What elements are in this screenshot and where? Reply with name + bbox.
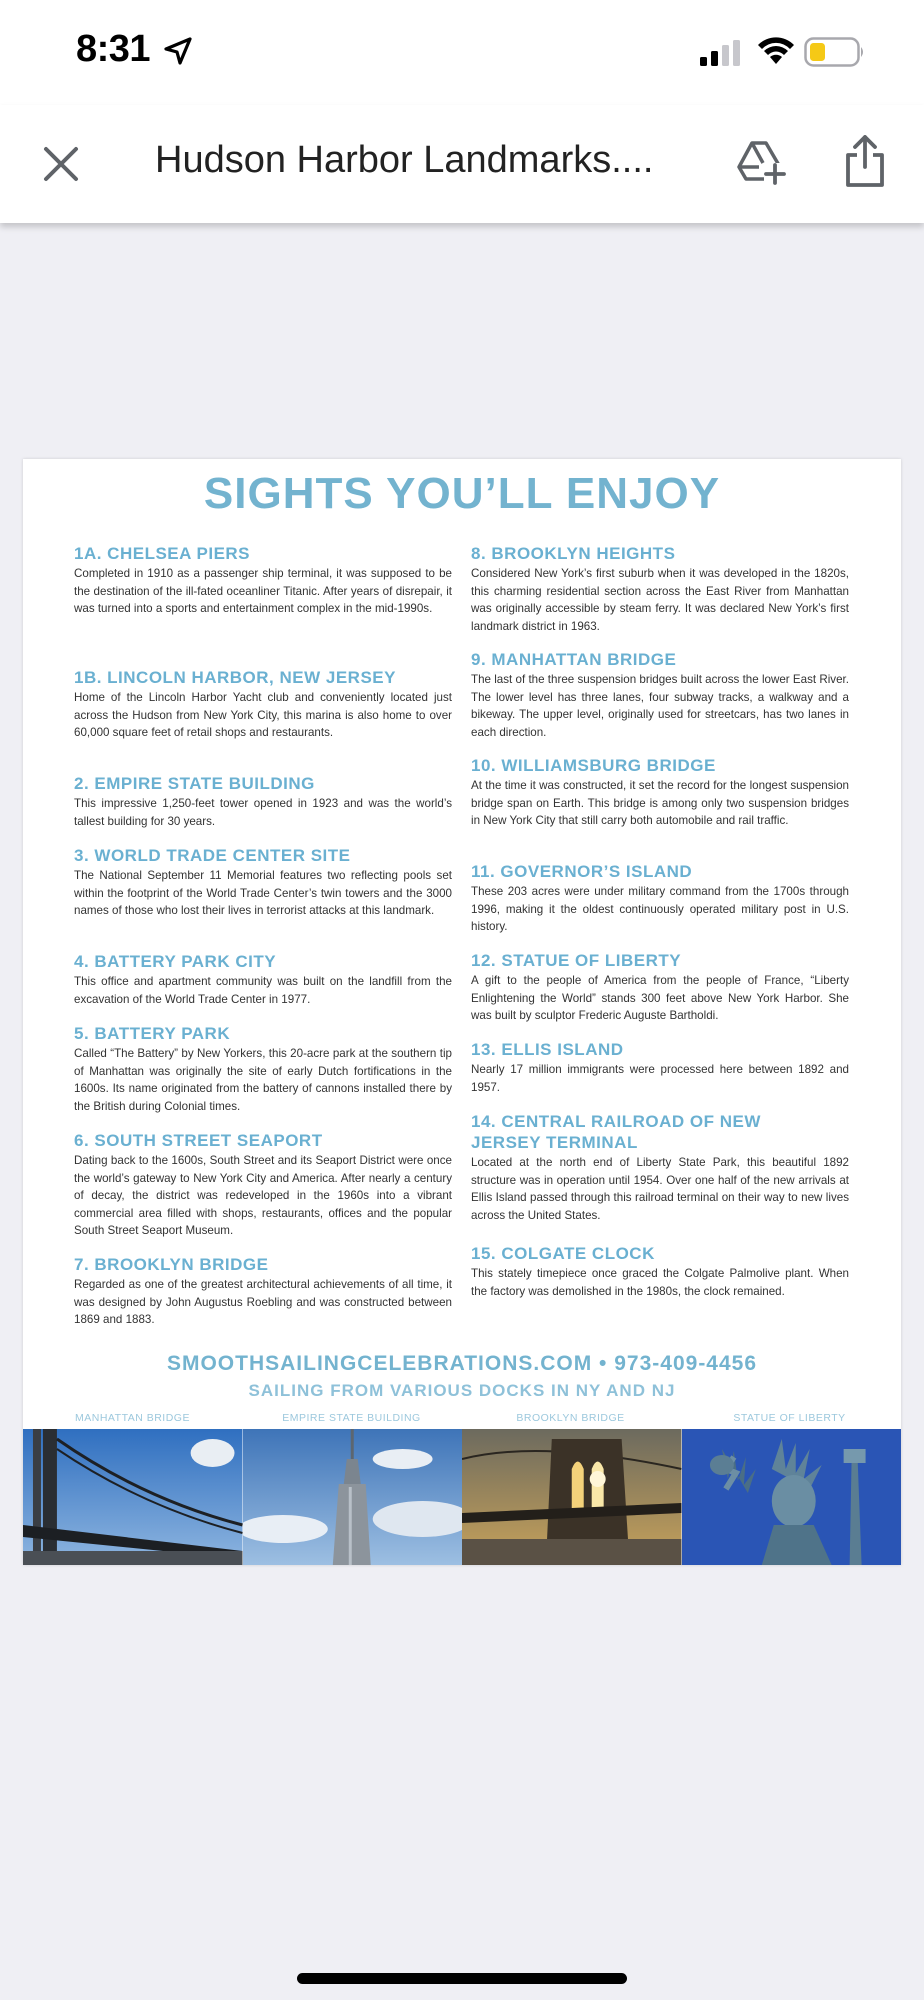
status-bar bbox=[0, 0, 924, 105]
photo-captions bbox=[23, 1412, 901, 1428]
sight-item bbox=[471, 1039, 849, 1096]
empire-state-building-photo bbox=[243, 1429, 463, 1565]
sight-heading: 14. CENTRAL RAILROAD OF NEW JERSEY TERMINAL bbox=[471, 1112, 761, 1152]
sight-item bbox=[74, 951, 452, 1008]
sight-item bbox=[74, 543, 452, 618]
sight-heading: 7. BROOKLYN BRIDGE bbox=[74, 1255, 269, 1274]
cellular-signal-icon bbox=[700, 40, 744, 66]
share-icon[interactable] bbox=[840, 133, 890, 189]
photo-caption: MANHATTAN BRIDGE bbox=[75, 1412, 190, 1424]
sight-item bbox=[471, 1111, 849, 1224]
sight-heading: 1A. CHELSEA PIERS bbox=[74, 544, 251, 563]
photo-caption: STATUE OF LIBERTY bbox=[733, 1412, 846, 1424]
contact-line: SMOOTHSAILINGCELEBRATIONS.COM • 973-409-4456 bbox=[166, 1352, 758, 1375]
sight-item bbox=[74, 667, 452, 742]
photo-caption: BROOKLYN BRIDGE bbox=[516, 1412, 625, 1424]
battery-icon bbox=[804, 36, 866, 68]
page-title: SIGHTS YOU’LL ENJOY bbox=[203, 469, 721, 518]
sight-heading: 3. WORLD TRADE CENTER SITE bbox=[74, 846, 351, 865]
sight-heading: 5. BATTERY PARK bbox=[74, 1024, 231, 1043]
sight-description: Called “The Battery” by New Yorkers, this 20-acre park at the southern tip of Manhattan was originally the site of early Dutch fortifications in the 1600s. Its name originated from the battery of cannons installed there by the British during Colonial times. bbox=[74, 1047, 452, 1113]
sight-item bbox=[471, 755, 849, 830]
sight-description: Regarded as one of the greatest architectural achievements of all time, it was designed by John Augustus Roebling and was constructed between 1869 and 1883. bbox=[74, 1278, 452, 1326]
sight-item bbox=[74, 1023, 452, 1115]
sight-heading: 8. BROOKLYN HEIGHTS bbox=[471, 544, 676, 563]
sight-heading: 1B. LINCOLN HARBOR, NEW JERSEY bbox=[74, 668, 396, 687]
sight-description: This stately timepiece once graced the Colgate Palmolive plant. When the factory was demolished in the 1980s, the clock remained. bbox=[471, 1267, 849, 1298]
sight-item bbox=[74, 773, 452, 830]
sight-heading: 2. EMPIRE STATE BUILDING bbox=[74, 774, 315, 793]
docks-line: SAILING FROM VARIOUS DOCKS IN NY AND NJ bbox=[248, 1381, 676, 1400]
sight-description: Dating back to the 1600s, South Street and its Seaport District were once the world’s gateway to New York City and America. After nearly a century of decay, the district was redeveloped in the 1960s into a vibrant commercial area filled with shops, restaurants, offices and the popular South Street Seaport Museum. bbox=[74, 1154, 452, 1237]
close-icon[interactable] bbox=[38, 141, 84, 187]
sight-item bbox=[74, 845, 452, 920]
sight-item bbox=[74, 1254, 452, 1329]
sight-description: Located at the north end of Liberty State Park, this beautiful 1892 structure was in operation until 1954. Over one half of the new arrivals at Ellis Island passed through this railroad terminal on their way to new lives across the United States. bbox=[471, 1156, 849, 1222]
manhattan-bridge-photo bbox=[23, 1429, 243, 1565]
sight-item bbox=[471, 649, 849, 741]
sight-heading: 4. BATTERY PARK CITY bbox=[74, 952, 277, 971]
sight-description: These 203 acres were under military command from the 1700s through 1996, making it the oldest continuously operated military post in U.S. history. bbox=[471, 885, 849, 933]
sight-item bbox=[471, 861, 849, 936]
sight-heading: 6. SOUTH STREET SEAPORT bbox=[74, 1131, 323, 1150]
sight-description: This impressive 1,250-feet tower opened in 1923 and was the world’s tallest building for 30 years. bbox=[74, 797, 452, 828]
sight-description: A gift to the people of America from the people of France, “Liberty Enlightening the World” stands 300 feet above New York Harbor. She was built by sculptor Frederic Auguste Bartholdi. bbox=[471, 974, 849, 1022]
home-indicator[interactable] bbox=[297, 1973, 627, 1984]
sight-description: Completed in 1910 as a passenger ship terminal, it was supposed to be the destination of the ill-fated oceanliner Titanic. After years of disrepair, it was turned into a sports and entertainment complex in the mid-1990s. bbox=[74, 567, 452, 615]
document-title: Hudson Harbor Landmarks.... bbox=[155, 139, 654, 181]
add-to-drive-icon[interactable] bbox=[734, 135, 786, 187]
sight-item bbox=[471, 543, 849, 635]
photo-caption: EMPIRE STATE BUILDING bbox=[282, 1412, 421, 1424]
sight-description: At the time it was constructed, it set the record for the longest suspension bridge span on Earth. This bridge is among only two suspension bridges in New York City that still carry both automobile and rail traffic. bbox=[471, 779, 849, 827]
wifi-icon bbox=[756, 34, 796, 66]
sight-heading: 15. COLGATE CLOCK bbox=[471, 1244, 655, 1263]
sight-description: The National September 11 Memorial features two reflecting pools set within the footprint of the World Trade Center’s twin towers and the 3000 names of those who lost their lives in terrorist attacks at this landmark. bbox=[74, 869, 452, 917]
viewer-toolbar bbox=[0, 105, 924, 223]
sight-description: Home of the Lincoln Harbor Yacht club and conveniently located just across the Hudson from New York City, this marina is also home to over 60,000 square feet of retail shops and restaurants. bbox=[74, 691, 452, 739]
sight-description: This office and apartment community was built on the landfill from the excavation of the World Trade Center in 1977. bbox=[74, 975, 452, 1006]
statue-of-liberty-photo bbox=[682, 1429, 902, 1565]
sight-heading: 12. STATUE OF LIBERTY bbox=[471, 951, 682, 970]
brooklyn-bridge-photo bbox=[462, 1429, 682, 1565]
document-page bbox=[23, 459, 901, 1565]
sight-heading: 9. MANHATTAN BRIDGE bbox=[471, 650, 677, 669]
photo-strip bbox=[23, 1429, 901, 1565]
sight-item bbox=[74, 1130, 452, 1240]
sight-heading: 13. ELLIS ISLAND bbox=[471, 1040, 624, 1059]
sight-item bbox=[471, 1243, 849, 1300]
sight-description: Nearly 17 million immigrants were processed here between 1892 and 1957. bbox=[471, 1063, 849, 1094]
sight-heading: 10. WILLIAMSBURG BRIDGE bbox=[471, 756, 716, 775]
sight-description: The last of the three suspension bridges built across the lower East River. The lower level has three lanes, four subway tracks, a walkway and a bikeway. The upper level, originally used for streetcars, has two lanes in each direction. bbox=[471, 673, 849, 739]
sight-description: Considered New York’s first suburb when it was developed in the 1820s, this charming residential section across the East River from Manhattan was originally accessible by steam ferry. It was declared New York’s first landmark district in 1963. bbox=[471, 567, 849, 633]
sight-item bbox=[471, 950, 849, 1025]
status-time: 8:31 bbox=[76, 28, 151, 70]
location-arrow-icon bbox=[163, 36, 193, 66]
sight-heading: 11. GOVERNOR’S ISLAND bbox=[471, 862, 693, 881]
